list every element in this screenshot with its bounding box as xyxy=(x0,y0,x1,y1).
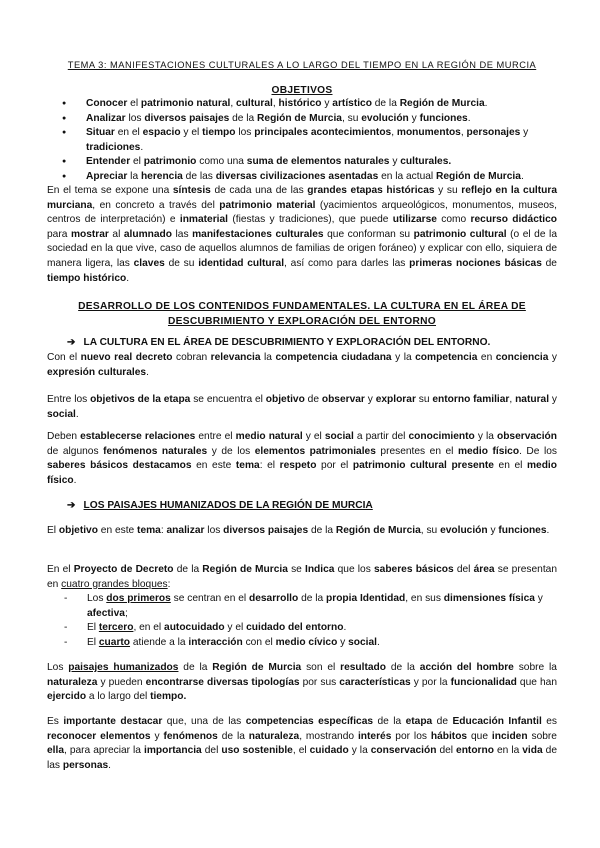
text-run: de la xyxy=(371,98,400,109)
paragraph xyxy=(47,393,557,422)
text-run: por el xyxy=(316,460,353,472)
text-run: patrimonio xyxy=(143,156,197,168)
text-run: y xyxy=(520,127,529,139)
text-run: las xyxy=(172,228,193,240)
text-run: tiempo. xyxy=(150,691,187,703)
text-run: y xyxy=(548,352,557,363)
text-run: tradiciones xyxy=(86,141,141,153)
text-run: observación xyxy=(496,431,557,442)
text-run: Educación Infantil xyxy=(452,716,542,727)
text-run: (yacimientos arqueológicos, monumentos, museos, centros de interpretación) e xyxy=(47,199,557,226)
text-run: , en concreto a través del xyxy=(92,199,220,211)
text-run: competencias específicas xyxy=(245,716,374,727)
text-run: y xyxy=(337,636,349,648)
text-run: que los xyxy=(334,564,374,575)
text-run: conocimiento xyxy=(408,431,475,442)
text-run: con el xyxy=(242,636,276,648)
text-run: patrimonio cultural presente xyxy=(352,460,494,472)
text-run: reflejo en la cultura murciana xyxy=(47,185,557,211)
text-run: cuidado del entorno xyxy=(246,622,344,634)
text-run: , en el xyxy=(133,622,165,634)
text-run: se centran en el xyxy=(170,593,249,604)
text-run: El xyxy=(47,525,59,536)
text-run: nuevo real decreto xyxy=(80,352,173,363)
text-run: Región de Murcia xyxy=(335,525,421,536)
text-run: cobran xyxy=(172,352,211,363)
text-run: . xyxy=(520,170,524,182)
text-run: tema xyxy=(137,525,161,536)
text-run: en la xyxy=(493,745,523,757)
text-run: y la xyxy=(348,745,371,757)
text-run: tema xyxy=(235,460,260,472)
text-run: que xyxy=(467,730,492,742)
text-run: síntesis xyxy=(172,185,211,196)
objectives-heading: OBJETIVOS xyxy=(271,85,333,96)
text-run: como xyxy=(436,214,471,226)
text-run: . xyxy=(146,366,149,378)
text-run: que conforman su xyxy=(323,228,414,240)
text-run: su xyxy=(415,394,433,405)
text-run: , xyxy=(509,394,516,405)
text-run: entorno xyxy=(456,745,494,757)
block-item xyxy=(47,636,557,651)
text-run: son el xyxy=(301,662,341,673)
text-run: paisajes humanizados xyxy=(68,662,179,673)
text-run: y xyxy=(150,730,164,742)
text-run: utilizarse xyxy=(392,214,437,226)
text-run: competencia xyxy=(415,352,478,363)
text-run: herencia xyxy=(140,170,183,182)
text-run: diversas civilizaciones asentadas xyxy=(215,170,379,182)
text-run: inmaterial xyxy=(179,214,229,226)
text-run: respeto xyxy=(279,460,317,472)
text-run: . De los xyxy=(519,445,557,457)
text-run: manifestaciones culturales xyxy=(192,228,324,240)
text-run: cuidado xyxy=(309,745,349,757)
text-run: del xyxy=(436,745,457,757)
text-run: grandes etapas históricas xyxy=(307,185,435,196)
text-run: en xyxy=(477,352,496,363)
text-run: principales acontecimientos xyxy=(254,127,392,139)
text-run: de las xyxy=(182,170,216,182)
text-run: hábitos xyxy=(430,730,468,742)
subsection-heading-culture xyxy=(47,336,577,351)
text-run: como una xyxy=(196,156,247,168)
text-run: competencia ciudadana xyxy=(275,352,392,363)
text-run: espacio xyxy=(142,127,181,139)
block-item xyxy=(47,592,557,621)
text-run: Los xyxy=(87,593,107,604)
text-run: patrimonio cultural xyxy=(413,228,507,240)
text-run: . xyxy=(343,622,347,634)
text-run: interés xyxy=(357,730,392,742)
text-run: etapa xyxy=(405,716,433,727)
text-run: , el xyxy=(292,745,310,757)
text-run: , para apreciar la xyxy=(64,745,144,757)
text-run: tercero xyxy=(98,622,134,634)
text-run: interacción xyxy=(188,636,243,648)
text-run: . xyxy=(108,759,111,771)
text-run: Entender xyxy=(86,156,131,168)
text-run: y el xyxy=(224,622,247,634)
text-run: y xyxy=(364,394,376,405)
text-run: alumnado xyxy=(123,228,172,240)
paragraph xyxy=(47,661,557,705)
text-run: histórico xyxy=(278,98,322,109)
text-run: , en sus xyxy=(405,593,444,604)
paragraph xyxy=(47,524,557,539)
text-run: : el xyxy=(259,460,280,472)
text-run: y el xyxy=(180,127,203,139)
text-run: , así como para darles las xyxy=(284,257,410,269)
text-run: encontrarse diversas tipologías xyxy=(145,676,300,688)
block-item xyxy=(47,621,557,636)
text-run: fenómenos naturales xyxy=(103,445,208,457)
intro-paragraph xyxy=(47,184,557,286)
text-run: ejercido xyxy=(47,691,87,703)
text-run: . xyxy=(126,272,130,284)
text-run: propia Identidad xyxy=(326,593,406,604)
text-run: mostrar xyxy=(70,228,109,240)
text-run: culturales. xyxy=(400,156,452,168)
text-run: elementos patrimoniales xyxy=(254,445,376,457)
text-run: funciones xyxy=(498,525,547,536)
text-run: es xyxy=(541,716,557,727)
text-run: , su xyxy=(341,112,362,124)
text-run: identidad cultural xyxy=(198,257,285,269)
text-run: explorar xyxy=(375,394,416,405)
text-run: . xyxy=(484,98,488,109)
text-run: saberes básicos xyxy=(374,564,454,575)
subsection-heading-text: LOS PAISAJES HUMANIZADOS DE LA REGIÓN DE MURCIA xyxy=(83,500,373,511)
text-run: . xyxy=(73,474,77,486)
text-run: medio físico xyxy=(457,445,520,457)
text-run: de la xyxy=(217,730,249,742)
text-run: El xyxy=(87,622,99,634)
text-run: y xyxy=(389,156,401,168)
paragraph xyxy=(47,351,557,380)
text-run: al xyxy=(108,228,124,240)
text-run: los xyxy=(235,127,255,139)
text-run: Conocer xyxy=(86,98,128,109)
text-run: El xyxy=(87,636,99,648)
text-run: analizar xyxy=(166,525,205,536)
document-title: TEMA 3: MANIFESTACIONES CULTURALES A LO LARGO DEL TIEMPO EN LA REGIÓN DE MURCIA xyxy=(67,60,537,70)
text-run: , xyxy=(272,98,279,109)
arrow-right-icon: ➔ xyxy=(67,337,76,348)
text-run: monumentos xyxy=(396,127,461,139)
arrow-right-icon: ➔ xyxy=(67,500,76,511)
text-run: : xyxy=(167,578,171,590)
text-run: , su xyxy=(420,525,441,536)
text-run: : xyxy=(160,525,167,536)
text-run: características xyxy=(339,676,411,688)
text-run: social xyxy=(47,408,76,420)
objective-item xyxy=(47,97,557,112)
text-run: desarrollo xyxy=(248,593,299,604)
text-run: la xyxy=(127,170,141,182)
text-run: de cada una de las xyxy=(210,185,308,196)
text-run: de xyxy=(304,394,322,405)
text-run: . xyxy=(546,525,550,536)
text-run: se presentan en xyxy=(47,564,557,590)
text-run: y la xyxy=(391,352,416,363)
text-run: Los xyxy=(47,662,69,673)
paragraph xyxy=(47,563,557,592)
text-run: y xyxy=(487,525,499,536)
text-run: sobre la xyxy=(513,662,557,673)
text-run: En el tema se expone una xyxy=(47,185,173,196)
text-run: de xyxy=(432,716,453,727)
text-run: personas xyxy=(62,759,109,771)
text-run: . xyxy=(75,408,79,420)
text-run: Es xyxy=(47,716,64,727)
text-run: Región de Murcia xyxy=(212,662,302,673)
text-run: vida xyxy=(522,745,543,757)
text-run: y xyxy=(534,593,543,604)
text-run: tiempo xyxy=(202,127,236,139)
objective-item xyxy=(47,155,557,170)
text-run: resultado xyxy=(340,662,386,673)
text-run: en este xyxy=(97,525,138,536)
text-run: en este xyxy=(191,460,236,472)
text-run: de la xyxy=(178,662,213,673)
text-run: dimensiones física xyxy=(443,593,535,604)
text-run: diversos paisajes xyxy=(144,112,230,124)
text-run: naturaleza xyxy=(47,676,98,688)
text-run: de su xyxy=(164,257,199,269)
text-run: ; xyxy=(124,607,128,619)
text-run: cuarto xyxy=(98,636,131,648)
text-run: Apreciar xyxy=(86,170,128,182)
text-run: y la xyxy=(474,431,497,442)
text-run: Proyecto de Decreto xyxy=(73,564,174,575)
text-run: y su xyxy=(434,185,462,196)
text-run: la xyxy=(260,352,276,363)
text-run: cultural xyxy=(236,98,273,109)
text-run: y pueden xyxy=(97,676,146,688)
text-run: los xyxy=(125,112,145,124)
text-run: atiende a la xyxy=(130,636,189,648)
subsection-heading-landscapes xyxy=(47,499,577,514)
text-run: y xyxy=(549,394,557,405)
text-run: de la xyxy=(385,662,420,673)
text-run: se encuentra el xyxy=(190,394,266,405)
text-run: acción del hombre xyxy=(419,662,514,673)
text-run: que, una de las xyxy=(162,716,246,727)
text-run: presentes en el xyxy=(375,445,458,457)
text-run: personajes xyxy=(466,127,521,139)
text-run: , xyxy=(460,127,467,139)
text-run: y xyxy=(321,98,333,109)
text-run: . xyxy=(376,636,380,648)
text-run: (o el de la sociedad en la que vive, caso de aquellos alumnos de familias de origen foráneo) y explicar con ello, siquiera de manera ligera, las xyxy=(47,228,557,269)
text-run: tiempo histórico xyxy=(47,272,127,284)
text-run: evolución xyxy=(440,525,488,536)
text-run: objetivos de la etapa xyxy=(90,394,191,405)
text-run: (fiestas y tradiciones), que puede xyxy=(228,214,393,226)
text-run: evolución xyxy=(361,112,409,124)
text-run: del xyxy=(201,745,222,757)
text-run: Región de Murcia xyxy=(436,170,521,182)
text-run: naturaleza xyxy=(248,730,300,742)
text-run: medio físico xyxy=(47,460,557,486)
text-run: entorno familiar xyxy=(432,394,510,405)
text-run: funcionalidad xyxy=(450,676,517,688)
text-run: conciencia xyxy=(495,352,549,363)
text-run: objetivo xyxy=(58,525,98,536)
text-run: y el xyxy=(302,431,325,442)
text-run: se xyxy=(287,564,305,575)
text-run: en el xyxy=(114,127,143,139)
objective-item xyxy=(47,126,557,155)
text-run: . xyxy=(140,141,144,153)
text-run: natural xyxy=(515,394,550,405)
text-run: inciden xyxy=(491,730,528,742)
text-run: relevancia xyxy=(210,352,261,363)
text-run: Analizar xyxy=(86,112,126,124)
text-run: Indica xyxy=(305,564,335,575)
text-run: en la actual xyxy=(378,170,437,182)
text-run: saberes básicos destacamos xyxy=(47,460,192,472)
text-run: importante destacar xyxy=(63,716,163,727)
text-run: de la xyxy=(298,593,326,604)
text-run: área xyxy=(473,564,495,575)
text-run: el xyxy=(127,98,141,109)
text-run: fenómenos xyxy=(163,730,218,742)
text-run: establecerse relaciones xyxy=(80,431,196,442)
text-run: de la xyxy=(229,112,258,124)
text-run: , xyxy=(230,98,237,109)
text-run: y por la xyxy=(410,676,451,688)
text-run: recurso didáctico xyxy=(470,214,557,226)
text-run: , mostrando xyxy=(299,730,358,742)
text-run: diversos paisajes xyxy=(223,525,309,536)
text-run: el xyxy=(130,156,144,168)
text-run: afectiva xyxy=(87,607,125,619)
text-run: de las xyxy=(47,745,557,771)
text-run: patrimonio natural xyxy=(140,98,231,109)
text-run: Situar xyxy=(86,127,115,139)
text-run: . xyxy=(467,112,471,124)
subsection-heading-text: LA CULTURA EN EL ÁREA DE DESCUBRIMIENTO Y EXPLORACIÓN DEL ENTORNO. xyxy=(83,337,491,348)
objective-item xyxy=(47,170,557,185)
text-run: los xyxy=(204,525,224,536)
text-run: uso sostenible xyxy=(221,745,293,757)
text-run: Entre los xyxy=(47,394,91,405)
paragraph xyxy=(47,430,557,488)
objectives-list xyxy=(47,97,557,185)
text-run: de algunos xyxy=(47,445,104,457)
text-run: de la xyxy=(373,716,406,727)
text-run: medio natural xyxy=(235,431,303,442)
text-run: cuatro grandes bloques xyxy=(61,578,168,590)
text-run: social xyxy=(324,431,354,442)
text-run: ella xyxy=(47,745,64,757)
text-run: conservación xyxy=(370,745,437,757)
text-run: Región de Murcia xyxy=(202,564,288,575)
text-run: de xyxy=(541,257,557,269)
text-run: suma de elementos naturales xyxy=(246,156,390,168)
text-run: objetivo xyxy=(265,394,305,405)
text-run: para xyxy=(47,228,71,240)
text-run: Con el xyxy=(47,352,81,363)
paragraph xyxy=(47,715,557,773)
text-run: observar xyxy=(321,394,365,405)
text-run: del xyxy=(453,564,474,575)
text-run: dos primeros xyxy=(106,593,171,604)
text-run: Deben xyxy=(47,431,81,442)
text-run: En el xyxy=(47,564,74,575)
text-run: patrimonio material xyxy=(219,199,316,211)
text-run: expresión culturales xyxy=(47,366,147,378)
text-run: en el xyxy=(493,460,527,472)
section-heading: DESARROLLO DE LOS CONTENIDOS FUNDAMENTALES. LA CULTURA EN EL ÁREA DE DESCUBRIMIENTO Y EXPLORACIÓN DEL ENTORNO xyxy=(78,301,526,327)
text-run: claves xyxy=(133,257,165,269)
text-run: funciones xyxy=(419,112,468,124)
text-run: por sus xyxy=(299,676,340,688)
blocks-list xyxy=(47,592,557,650)
text-run: a partir del xyxy=(353,431,409,442)
text-run: de la xyxy=(308,525,336,536)
text-run: a lo largo del xyxy=(86,691,151,703)
text-run: reconocer elementos xyxy=(47,730,151,742)
text-run: por los xyxy=(391,730,431,742)
text-run: primeras nociones básicas xyxy=(409,257,542,269)
text-run: Región de Murcia xyxy=(399,98,485,109)
text-run: y de los xyxy=(207,445,255,457)
text-run: medio cívico xyxy=(275,636,338,648)
text-run: que han xyxy=(516,676,557,688)
text-run: entre el xyxy=(195,431,236,442)
objective-item xyxy=(47,112,557,127)
text-run: importancia xyxy=(143,745,202,757)
text-run: Región de Murcia xyxy=(257,112,342,124)
text-run: de la xyxy=(173,564,203,575)
text-run: y xyxy=(408,112,420,124)
text-run: artístico xyxy=(332,98,372,109)
text-run: sobre xyxy=(527,730,557,742)
text-run: social xyxy=(348,636,377,648)
text-run: , xyxy=(391,127,397,139)
text-run: autocuidado xyxy=(164,622,225,634)
